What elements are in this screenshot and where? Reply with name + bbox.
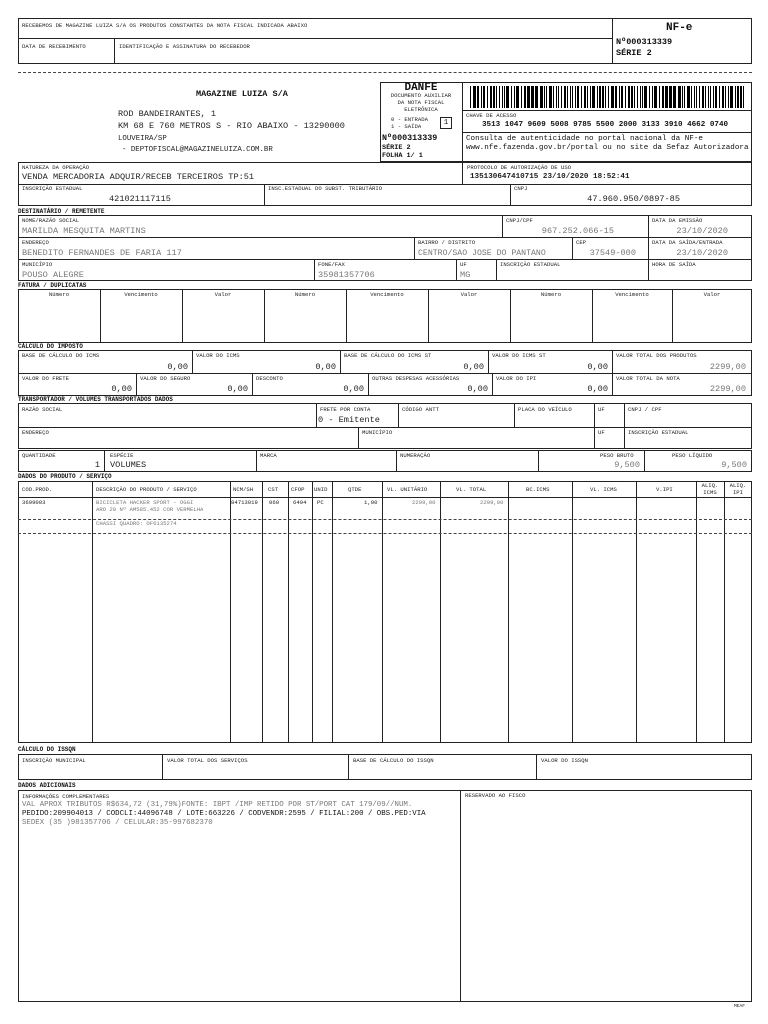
fatura-numero-1: Número xyxy=(48,291,70,298)
transp-uf-label: UF xyxy=(598,406,605,413)
barcode-bar xyxy=(570,86,571,108)
total-nota: 2299,00 xyxy=(709,384,746,394)
dest-cep: 37549-000 xyxy=(589,248,636,258)
transp-ie-label: INSCRIÇÃO ESTADUAL xyxy=(628,429,689,436)
canhoto-nfe-title: NF-e xyxy=(666,22,693,34)
peso-liquido-label: PESO LÍQUIDO xyxy=(672,452,713,459)
protocolo-label: PROTOCOLO DE AUTORIZAÇÃO DE USO xyxy=(467,164,572,171)
info-line-1: VAL APROX TRIBUTOS R$634,72 (31,79%)FONTE: IBPT /IMP RETIDO POR ST/PORT CAT 179/09//NUM. xyxy=(22,801,413,809)
barcode-bar xyxy=(561,86,562,108)
transp-razao-label: RAZÃO SOCIAL xyxy=(22,406,63,413)
base-icms-label: BASE DE CÁLCULO DO ICMS xyxy=(22,352,100,359)
dest-nome: MARILDA MESQUITA MARTINS xyxy=(22,226,146,236)
item-unid: PC xyxy=(317,499,324,506)
fisco-label: RESERVADO AO FISCO xyxy=(465,792,526,799)
barcode-bar xyxy=(662,86,664,108)
canhoto-serie: SÉRIE 2 xyxy=(616,48,652,58)
dest-nome-label: NOME/RAZÃO SOCIAL xyxy=(22,217,80,224)
dest-cnpj-label: CNPJ/CPF xyxy=(506,217,533,224)
barcode-bar xyxy=(502,86,503,108)
barcode-bar xyxy=(715,86,717,108)
imposto-section: CÁLCULO DO IMPOSTO xyxy=(18,343,83,350)
col-vicms: VL. ICMS xyxy=(590,486,617,493)
barcode-bar xyxy=(728,86,729,108)
col-vipi: V.IPI xyxy=(656,486,673,493)
transp-endereco-label: ENDEREÇO xyxy=(22,429,49,436)
protocolo-value: 135130647410715 23/10/2020 18:52:41 xyxy=(470,173,630,181)
ie-label: INSCRIÇÃO ESTADUAL xyxy=(22,185,83,192)
barcode-bar xyxy=(499,86,500,108)
barcode-bar xyxy=(516,86,519,108)
barcode-bar xyxy=(605,86,606,108)
barcode-bar xyxy=(577,86,579,108)
barcode-bar xyxy=(553,86,554,108)
dest-hora-label: HORA DE SAÍDA xyxy=(652,261,696,268)
dest-fone-label: FONE/FAX xyxy=(318,261,345,268)
barcode-bar xyxy=(625,86,626,108)
col-cfop: CFOP xyxy=(291,486,305,493)
barcode-bar xyxy=(673,86,676,108)
item-vunit: 2299,00 xyxy=(412,499,436,506)
barcode-bar xyxy=(642,86,643,108)
data-recebimento-label: DATA DE RECEBIMENTO xyxy=(22,43,86,50)
barcode-bar xyxy=(708,86,709,108)
item-vtotal: 2299,00 xyxy=(480,499,504,506)
transp-placa-label: PLACA DO VEÍCULO xyxy=(518,406,572,413)
barcode-bar xyxy=(740,86,742,108)
barcode xyxy=(470,86,748,108)
barcode-bar xyxy=(640,86,641,108)
danfe-subtitle2: DA NOTA FISCAL xyxy=(397,99,445,106)
col-qtde: QTDE xyxy=(348,486,362,493)
emitente-endereco1: ROD BANDEIRANTES, 1 xyxy=(118,109,216,119)
danfe-tipo-box xyxy=(440,117,452,129)
barcode-bar xyxy=(722,86,724,108)
numeracao-label: NUMERAÇÃO xyxy=(400,452,431,459)
issqn-total-label: VALOR TOTAL DOS SERVIÇOS xyxy=(167,757,248,764)
dest-cnpj: 967.252.066-15 xyxy=(541,226,614,236)
barcode-bar xyxy=(572,86,573,108)
total-nota-label: VALOR TOTAL DA NOTA xyxy=(616,375,680,382)
barcode-bar xyxy=(511,86,512,108)
dest-uf: MG xyxy=(460,270,471,280)
barcode-bar xyxy=(521,86,522,108)
valor-icms: 0,00 xyxy=(315,362,336,372)
produtos-section: DADOS DO PRODUTO / SERVIÇO xyxy=(18,473,112,480)
barcode-bar xyxy=(694,86,695,108)
col-bcicms: BC.ICMS xyxy=(526,486,550,493)
col-aliq-ipi-2: IPI xyxy=(732,489,744,496)
peso-bruto: 9,500 xyxy=(614,460,640,470)
quantidade: 1 xyxy=(94,460,100,470)
barcode-bar xyxy=(678,86,681,108)
danfe-subtitle1: DOCUMENTO AUXILIAR xyxy=(390,92,452,99)
peso-liquido: 9,500 xyxy=(721,460,747,470)
fatura-valor-1: Valor xyxy=(214,291,232,298)
transp-uf2-label: UF xyxy=(598,429,605,436)
dest-emissao-label: DATA DA EMISSÃO xyxy=(652,217,703,224)
barcode-bar xyxy=(669,86,672,108)
total-prod: 2299,00 xyxy=(709,362,746,372)
barcode-bar xyxy=(567,86,568,108)
barcode-bar xyxy=(535,86,538,108)
barcode-bar xyxy=(483,86,485,108)
recebemos-text: RECEBEMOS DE MAGAZINE LUIZA S/A OS PRODUTOS CONSTANTES DA NOTA FISCAL INDICADA ABAIXO xyxy=(22,22,308,29)
transp-municipio-label: MUNICÍPIO xyxy=(362,429,393,436)
barcode-bar xyxy=(473,86,476,108)
col-aliq-icms-1: ALIQ. xyxy=(701,482,719,489)
barcode-bar xyxy=(637,86,638,108)
barcode-bar xyxy=(687,86,690,108)
barcode-bar xyxy=(514,86,515,108)
col-cst: CST xyxy=(268,486,279,493)
barcode-bar xyxy=(684,86,685,108)
dest-bairro: CENTRO/SAO JOSE DO PANTANO xyxy=(418,249,546,258)
item-cod: 3699003 xyxy=(22,499,46,506)
barcode-bar xyxy=(628,86,630,108)
dest-ie-label: INSCRIÇÃO ESTADUAL xyxy=(500,261,561,268)
seguro-label: VALOR DO SEGURO xyxy=(140,375,191,382)
issqn-base-label: BASE DE CÁLCULO DO ISSQN xyxy=(353,757,434,764)
barcode-bar xyxy=(490,86,492,108)
barcode-bar xyxy=(546,86,547,108)
fatura-numero-3: Número xyxy=(540,291,562,298)
barcode-bar xyxy=(564,86,566,108)
info-line-2: PEDIDO:209904013 / CODCLI:44096748 / LOTE:663226 / CODVENDR:2595 / FILIAL:200 / OBS.PED:VIA xyxy=(22,810,426,818)
barcode-bar xyxy=(699,86,700,108)
danfe-saida: 1 - SAÍDA xyxy=(391,123,422,130)
dest-municipio-label: MUNICÍPIO xyxy=(22,261,53,268)
total-prod-label: VALOR TOTAL DOS PRODUTOS xyxy=(616,352,697,359)
cnpj-value: 47.960.950/0897-85 xyxy=(587,194,680,204)
desconto-label: DESCONTO xyxy=(256,375,283,382)
barcode-bar xyxy=(549,86,552,108)
item-cfop: 6404 xyxy=(293,499,307,506)
fatura-valor-3: Valor xyxy=(703,291,721,298)
especie: VOLUMES xyxy=(110,460,147,470)
barcode-bar xyxy=(705,86,706,108)
adicionais-section: DADOS ADICIONAIS xyxy=(18,782,76,789)
row-divider-2 xyxy=(18,533,752,534)
dest-fone: 35981357706 xyxy=(318,270,375,280)
natureza-label: NATUREZA DA OPERAÇÃO xyxy=(22,164,90,171)
barcode-bar xyxy=(631,86,633,108)
base-st: 0,00 xyxy=(463,362,484,372)
issqn-valor-label: VALOR DO ISSQN xyxy=(541,757,588,764)
barcode-bar xyxy=(544,86,545,108)
barcode-bar xyxy=(504,86,505,108)
issqn-section: CÁLCULO DO ISSQN xyxy=(18,746,76,753)
barcode-bar xyxy=(558,86,559,108)
barcode-bar xyxy=(737,86,739,108)
base-st-label: BASE DE CÁLCULO DO ICMS ST xyxy=(344,352,432,359)
cnpj-label: CNPJ xyxy=(514,185,528,192)
barcode-bar xyxy=(506,86,509,108)
emitente-cidade: LOUVEIRA/SP xyxy=(118,135,167,143)
col-aliq-ipi-1: ALIQ. xyxy=(729,482,747,489)
outras-label: OUTRAS DESPESAS ACESSÓRIAS xyxy=(372,375,460,382)
frete: 0,00 xyxy=(111,384,132,394)
fatura-section: FATURA / DUPLICATAS xyxy=(18,282,87,289)
destinatario-section: DESTINATÁRIO / REMETENTE xyxy=(18,208,105,215)
dest-saida-label: DATA DA SAÍDA/ENTRADA xyxy=(652,239,723,246)
barcode-bar xyxy=(481,86,482,108)
danfe-numero: Nº000313339 xyxy=(382,133,438,143)
col-vtotal: VL. TOTAL xyxy=(456,486,487,493)
emitente-email: - DEPTOFISCAL@MAGAZINELUIZA.COM.BR xyxy=(122,146,273,154)
barcode-bar xyxy=(644,86,647,108)
quantidade-label: QUANTIDADE xyxy=(22,452,56,459)
barcode-bar xyxy=(719,86,720,108)
barcode-bar xyxy=(725,86,726,108)
barcode-bar xyxy=(597,86,598,108)
barcode-bar xyxy=(599,86,601,108)
barcode-bar xyxy=(584,86,586,108)
item-qtde: 1,00 xyxy=(364,499,378,506)
col-vunit: VL. UNITÁRIO xyxy=(387,486,428,493)
frete-label: VALOR DO FRETE xyxy=(22,375,69,382)
transp-frete-label: FRETE POR CONTA xyxy=(320,406,371,413)
emitente-endereco2: KM 68 E 760 METROS S - RIO ABAIXO - 13290000 xyxy=(118,121,345,131)
fatura-vencimento-3: Vencimento xyxy=(615,291,649,298)
dest-municipio: POUSO ALEGRE xyxy=(22,270,84,280)
col-cod: COD.PROD. xyxy=(22,486,53,493)
barcode-bar xyxy=(470,86,471,108)
item-cst: 060 xyxy=(269,499,280,506)
barcode-bar xyxy=(713,86,714,108)
col-desc: DESCRIÇÃO DO PRODUTO / SERVIÇO xyxy=(96,486,197,493)
barcode-bar xyxy=(590,86,591,108)
dest-emissao: 23/10/2020 xyxy=(676,226,728,236)
dest-cep-label: CEP xyxy=(576,239,587,246)
valor-icms-label: VALOR DO ICMS xyxy=(196,352,240,359)
fatura-vencimento-1: Vencimento xyxy=(124,291,158,298)
dest-saida: 23/10/2020 xyxy=(676,248,728,258)
fatura-vencimento-2: Vencimento xyxy=(370,291,404,298)
dest-uf-label: UF xyxy=(460,261,467,268)
identificacao-label: IDENTIFICAÇÃO E ASSINATURA DO RECEBEDOR xyxy=(119,43,250,50)
valor-st: 0,00 xyxy=(587,362,608,372)
danfe-entrada: 0 - ENTRADA xyxy=(391,116,428,123)
barcode-bar xyxy=(496,86,497,108)
barcode-bar xyxy=(608,86,609,108)
footer-mark: MEAF xyxy=(734,1004,746,1009)
outras: 0,00 xyxy=(467,384,488,394)
barcode-bar xyxy=(477,86,479,108)
dest-endereco-label: ENDEREÇO xyxy=(22,239,49,246)
barcode-bar xyxy=(592,86,595,108)
transp-frete: 0 - Emitente xyxy=(318,415,380,425)
danfe-folha: FOLHA 1/ 1 xyxy=(382,152,423,160)
barcode-bar xyxy=(527,86,530,108)
barcode-bar xyxy=(531,86,534,108)
barcode-bar xyxy=(581,86,582,108)
barcode-bar xyxy=(540,86,543,108)
cut-line xyxy=(18,72,752,73)
emitente-nome: MAGAZINE LUIZA S/A xyxy=(196,89,288,99)
canhoto-numero: Nº000313339 xyxy=(616,37,673,47)
danfe-title: DANFE xyxy=(404,82,438,94)
especie-label: ESPÉCIE xyxy=(110,452,134,459)
col-aliq-icms-2: ICMS xyxy=(703,489,717,496)
barcode-bar xyxy=(493,86,495,108)
barcode-bar xyxy=(649,86,650,108)
danfe-serie: SÉRIE 2 xyxy=(382,144,411,152)
danfe-tipo: 1 xyxy=(443,119,449,127)
barcode-bar xyxy=(615,86,617,108)
barcode-bar xyxy=(710,86,711,108)
marca-label: MARCA xyxy=(260,452,277,459)
barcode-bar xyxy=(587,86,588,108)
barcode-bar xyxy=(735,86,736,108)
ie-value: 421021117115 xyxy=(109,194,171,204)
ie-st-label: INSC.ESTADUAL DO SUBST. TRIBUTÁRIO xyxy=(268,185,383,192)
dest-bairro-label: BAIRRO / DISTRITO xyxy=(418,239,476,246)
desconto: 0,00 xyxy=(343,384,364,394)
transportador-section: TRANSPORTADOR / VOLUMES TRANSPORTADOS DADOS xyxy=(18,396,173,403)
barcode-bar xyxy=(611,86,614,108)
transp-antt-label: CÓDIGO ANTT xyxy=(402,406,439,413)
valor-st-label: VALOR DO ICMS ST xyxy=(492,352,546,359)
fatura-numero-2: Número xyxy=(294,291,316,298)
transp-cnpj-label: CNPJ / CPF xyxy=(628,406,662,413)
item-desc1: BICICLETA HACKER SPORT - OGGI xyxy=(96,499,194,506)
natureza-value: VENDA MERCADORIA ADQUIR/RECEB TERCEIROS TP:51 xyxy=(22,172,255,182)
barcode-bar xyxy=(743,86,744,108)
item-desc2: ARO 29 Nº AM585.452 COR VERMELHA xyxy=(96,506,204,513)
info-label: INFORMAÇÕES COMPLEMENTARES xyxy=(22,793,110,800)
barcode-bar xyxy=(634,86,635,108)
barcode-bar xyxy=(524,86,526,108)
seguro: 0,00 xyxy=(227,384,248,394)
barcode-bar xyxy=(619,86,620,108)
consulta-text: Consulta de autenticidade no portal nacional da NF-e www.nfe.fazenda.gov.br/portal ou no site da Sefaz Autorizadora xyxy=(466,135,749,152)
ipi-label: VALOR DO IPI xyxy=(496,375,537,382)
barcode-bar xyxy=(696,86,697,108)
barcode-bar xyxy=(575,86,576,108)
barcode-bar xyxy=(702,86,704,108)
danfe-subtitle3: ELETRÔNICA xyxy=(404,106,438,113)
barcode-bar xyxy=(665,86,668,108)
item-ncm: 84713019 xyxy=(231,499,258,506)
info-line-3: SEDEX (35 )981357706 / CELULAR:35-997682370 xyxy=(22,819,213,827)
fatura-valor-2: Valor xyxy=(460,291,478,298)
peso-bruto-label: PESO BRUTO xyxy=(600,452,634,459)
barcode-bar xyxy=(654,86,657,108)
barcode-bar xyxy=(621,86,623,108)
item-desc3: CHASSI QUADRO: OF6135274 xyxy=(96,520,177,527)
row-divider-1 xyxy=(18,519,752,520)
barcode-bar xyxy=(659,86,660,108)
chave-label: CHAVE DE ACESSO xyxy=(466,112,517,119)
barcode-bar xyxy=(556,86,557,108)
issqn-inscricao-label: INSCRIÇÃO MUNICIPAL xyxy=(22,757,86,764)
barcode-bar xyxy=(682,86,683,108)
base-icms: 0,00 xyxy=(167,362,188,372)
ipi: 0,00 xyxy=(587,384,608,394)
barcode-bar xyxy=(691,86,692,108)
barcode-bar xyxy=(487,86,488,108)
chave-value: 3513 1047 9609 5008 9785 5500 2000 3133 3910 4662 0740 xyxy=(482,121,729,129)
barcode-bar xyxy=(652,86,653,108)
dest-endereco: BENEDITO FERNANDES DE FARIA 117 xyxy=(22,248,182,258)
barcode-bar xyxy=(730,86,733,108)
col-unid: UNID xyxy=(314,486,328,493)
barcode-bar xyxy=(602,86,604,108)
col-ncm: NCM/SH xyxy=(233,486,254,493)
